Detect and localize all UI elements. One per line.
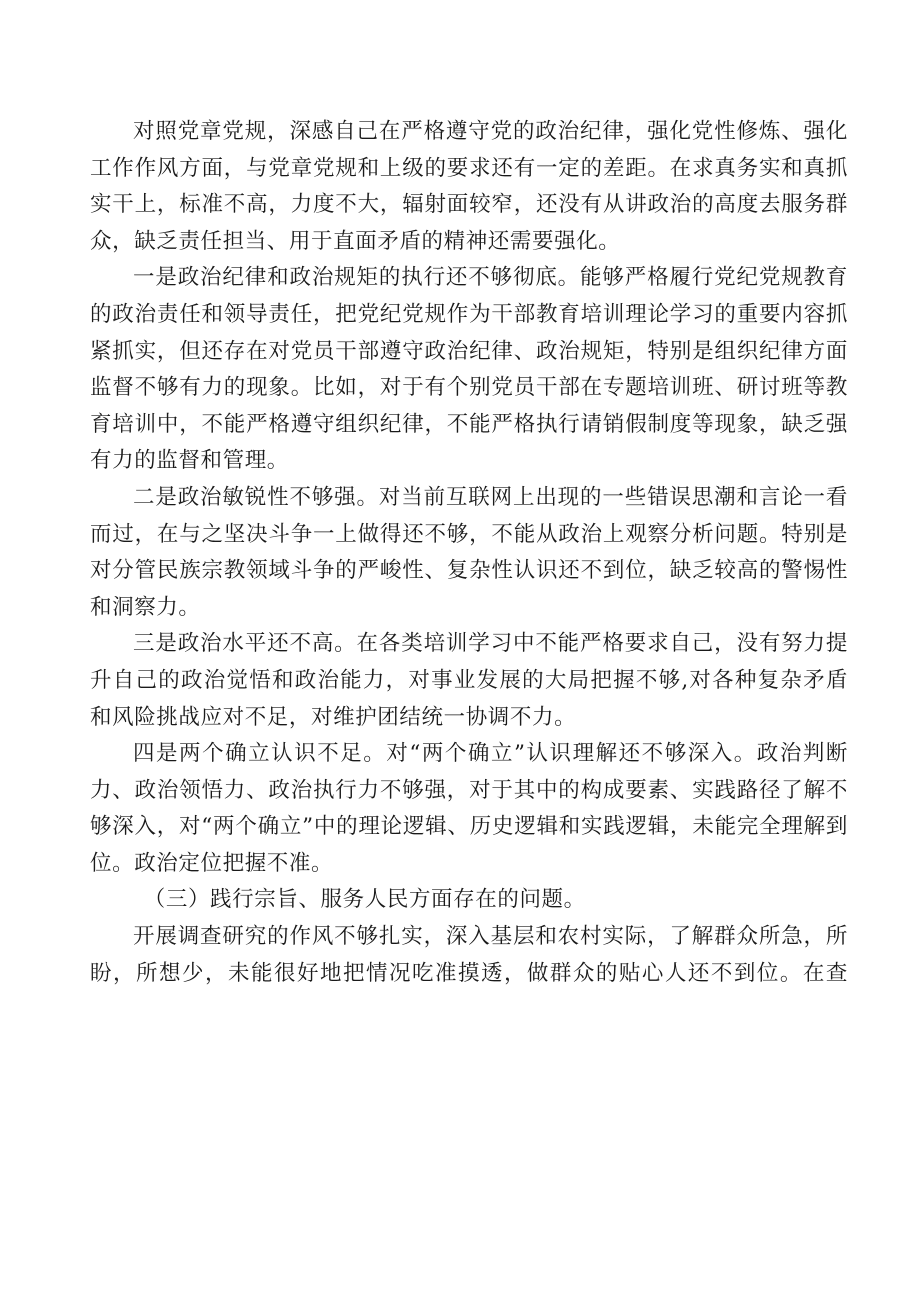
document-body <box>90 114 848 992</box>
paragraph-intro: 对照党章党规，深感自己在严格遵守党的政治纪律，强化党性修炼、强化工作作风方面，与党章党规和上级的要求还有一定的差距。在求真务实和真抓实干上，标准不高，力度不大，辐射面较窄，还没有从讲政治的高度去服务群众，缺乏责任担当、用于直面矛盾的精神还需要强化。 <box>90 119 848 254</box>
paragraph-point-two: 二是政治敏锐性不够强。对当前互联网上出现的一些错误思潮和言论一看而过，在与之坚决斗争一上做得还不够，不能从政治上观察分析问题。特别是对分管民族宗教领域斗争的严峻性、复杂性认识还不到位，缺乏较高的警惕性和洞察力。 <box>90 484 848 620</box>
section-heading: （三）践行宗旨、服务人民方面存在的问题。 <box>143 887 586 913</box>
paragraph-point-three: 三是政治水平还不高。在各类培训学习中不能严格要求自己，没有努力提升自己的政治觉悟和政治能力，对事业发展的大局把握不够,对各种复杂矛盾和风险挑战应对不足，对维护团结统一协调不力。 <box>90 631 848 730</box>
paragraph-section-three: 开展调查研究的作风不够扎实，深入基层和农村实际，了解群众所急，所盼，所想少，未能很好地把情况吃准摸透，做群众的贴心人还不到位。在查 <box>90 924 848 986</box>
paragraph-point-four: 四是两个确立认识不足。对“两个确立”认识理解还不够深入。政治判断力、政治领悟力、政治执行力不够强，对于其中的构成要素、实践路径了解不够深入，对“两个确立”中的理论逻辑、历史逻辑和实践逻辑，未能完全理解到位。政治定位把握不准。 <box>90 741 848 876</box>
paragraph-point-one: 一是政治纪律和政治规矩的执行还不够彻底。能够严格履行党纪党规教育的政治责任和领导责任，把党纪党规作为干部教育培训理论学习的重要内容抓紧抓实，但还存在对党员干部遵守政治纪律、政治规矩，特别是组织纪律方面监督不够有力的现象。比如，对于有个别党员干部在专题培训班、研讨班等教育培训中，不能严格遵守组织纪律，不能严格执行请销假制度等现象，缺乏强有力的监督和管理。 <box>90 265 848 474</box>
